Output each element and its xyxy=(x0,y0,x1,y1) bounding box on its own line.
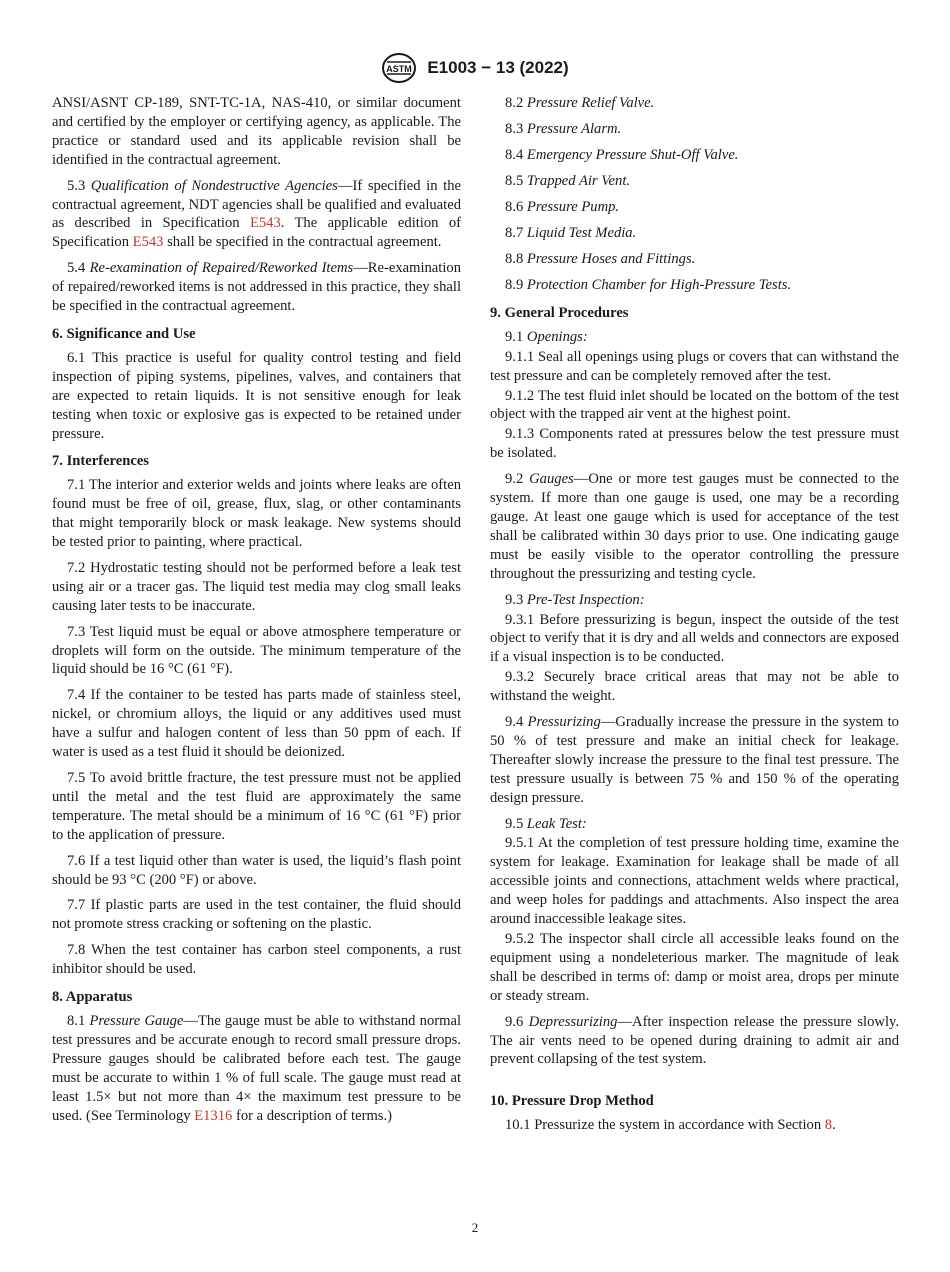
paragraph-7-2: 7.2 Hydrostatic testing should not be performed before a leak test using air or a tracer gas. The liquid test media may clog small leaks causing later tests to be inaccurate. xyxy=(52,559,461,614)
right-column xyxy=(490,94,899,1135)
paragraph-7-1: 7.1 The interior and exterior welds and joints where leaks are often found must be free of oil, grease, flux, slag, or other contaminants that might temporarily block or mask leakage. New systems should be tested prior to painting, where practical. xyxy=(52,477,461,551)
link-e1316[interactable]: E1316 xyxy=(194,1107,233,1124)
paragraph-9-3: 9.3 Pre-Test Inspection: xyxy=(505,591,645,608)
apparatus-list xyxy=(490,94,899,295)
list-item: 8.6 Pressure Pump. xyxy=(505,199,620,215)
list-item: 8.9 Protection Chamber for High-Pressure Tests. xyxy=(505,277,792,293)
paragraph-9-6: 9.6 Depressurizing—After inspection release the pressure slowly. The air vents need to be opened during draining to admit air and prevent collapsing of the test system. xyxy=(490,1013,899,1068)
list-item: 8.5 Trapped Air Vent. xyxy=(505,173,631,189)
list-item: 8.4 Emergency Pressure Shut-Off Valve. xyxy=(505,147,739,163)
paragraph-9-1-3: 9.1.3 Components rated at pressures below the test pressure must be isolated. xyxy=(490,426,899,462)
paragraph-9-2: 9.2 Gauges—One or more test gauges must be connected to the system. If more than one gauge is used, one may be a recording gauge. At least one gauge which is used for acceptance of the test shall be calibrated within 30 days prior to use. One indicating gauge must be easily visible to the operator controlling the pressure throughout the pressurizing and testing cycle. xyxy=(490,471,899,582)
paragraph-5-4: 5.4 Re-examination of Repaired/Reworked Items—Re-examination of repaired/reworked items is not addressed in this practice, they shall be specified in the contractual agreement. xyxy=(52,260,461,315)
paragraph-9-3-1: 9.3.1 Before pressurizing is begun, inspect the outside of the test object to verify that it is dry and all welds and connectors are exposed if a visual inspection is to be conducted. xyxy=(490,611,899,666)
link-e543-2[interactable]: E543 xyxy=(132,234,164,251)
page-number: 2 xyxy=(471,1220,479,1235)
section-9-heading: 9. General Procedures xyxy=(490,304,629,321)
paragraph-5-2-continued: ANSI/ASNT CP-189, SNT-TC-1A, NAS-410, or similar document and certified by the employer or certifying agency, as applicable. The practice or standard used and its applicable revision shall be identified in the contractual agreement. xyxy=(52,95,461,168)
list-item: 8.8 Pressure Hoses and Fittings. xyxy=(505,251,696,267)
paragraph-9-1: 9.1 Openings: xyxy=(505,328,588,345)
link-e543[interactable]: E543 xyxy=(249,215,281,232)
list-item: 8.3 Pressure Alarm. xyxy=(505,121,622,137)
section-8-heading: 8. Apparatus xyxy=(52,989,133,1006)
paragraph-7-8: 7.8 When the test container has carbon steel components, a rust inhibitor should be used. xyxy=(52,942,461,978)
paragraph-7-4: 7.4 If the container to be tested has parts made of stainless steel, nickel, or chromium alloys, the liquid or any additives used must have a sulfur and halogen content of less than 50 ppm of each. If water is used as a test fluid it should be deionized. xyxy=(52,687,461,761)
paragraph-9-5: 9.5 Leak Test: xyxy=(505,815,587,832)
paragraph-9-1-1: 9.1.1 Seal all openings using plugs or covers that can withstand the test pressure and can be completely removed after the test. xyxy=(490,348,899,384)
list-item: 8.7 Liquid Test Media. xyxy=(505,225,637,241)
paragraph-9-1-2: 9.1.2 The test fluid inlet should be located on the bottom of the test object with the trapped air vent at the highest point. xyxy=(490,387,899,423)
paragraph-9-5-2: 9.5.2 The inspector shall circle all accessible leaks found on the equipment using a nondeleterious marker. The magnitude of leak shall be described in terms of: damp or moist area, drops per minute or steady stream. xyxy=(490,931,899,1004)
paragraph-5-3: 5.3 Qualification of Nondestructive Agencies—If specified in the contractual agreement, NDT agencies shall be qualified and evaluated as described in Specification E543. The applicable edition of Specification E543 shall be specified in the contractual agreement. xyxy=(52,177,462,251)
paragraph-7-3: 7.3 Test liquid must be equal or above atmosphere temperature or droplets will form on the outside. The minimum temperature of the liquid should be 16 °C (61 °F). xyxy=(52,623,461,678)
paragraph-10-1: 10.1 Pressurize the system in accordance with Section 8. xyxy=(505,1117,836,1134)
astm-logo-text: ASTM xyxy=(386,64,413,74)
section-7-heading: 7. Interferences xyxy=(52,453,149,470)
left-column xyxy=(52,94,461,1125)
section-6-heading: 6. Significance and Use xyxy=(52,325,196,342)
paragraph-7-6: 7.6 If a test liquid other than water is used, the liquid’s flash point should be 93 °C (200 °F) or above. xyxy=(52,852,461,888)
document-designation: E1003 − 13 (2022) xyxy=(427,58,569,77)
paragraph-9-4: 9.4 Pressurizing—Gradually increase the pressure in the system to 50 % of test pressure and make an initial check for leakage. Thereafter slowly increase the pressure to the final test pressure. The test pressure usually is between 75 % and 150 % of the operating design pressure. xyxy=(490,714,899,806)
paragraph-8-1: 8.1 Pressure Gauge—The gauge must be able to withstand normal test pressures and be accurate enough to record small pressure drops. Pressure gauges should be calibrated before each test. The gauge must be accurate to within 1 % of full scale. The gauge must read at least 1.5× but not more than 4× the maximum test pressure to be used. (See Terminology E1316 for a description of terms.) xyxy=(52,1012,462,1124)
paragraph-6-1: 6.1 This practice is useful for quality control testing and field inspection of piping systems, pipelines, valves, and containers that are expected to retain liquids. It is not sensitive enough for leak testing when toxic or explosive gas is expected to be retained under pressure. xyxy=(52,349,461,442)
paragraph-7-7: 7.7 If plastic parts are used in the test container, the fluid should not promote stress cracking or softening on the plastic. xyxy=(52,897,461,933)
list-item: 8.2 Pressure Relief Valve. xyxy=(505,95,655,111)
astm-logo-icon xyxy=(381,52,417,84)
link-section-8[interactable]: 8 xyxy=(824,1117,833,1134)
page-header xyxy=(0,52,950,84)
section-10-heading: 10. Pressure Drop Method xyxy=(490,1093,654,1110)
paragraph-9-3-2: 9.3.2 Securely brace critical areas that may not be able to withstand the weight. xyxy=(490,669,899,705)
paragraph-7-5: 7.5 To avoid brittle fracture, the test pressure must not be applied until the metal and the test fluid are approximately the same temperature. The metal should be a minimum of 16 °C (61 °F) prior to the application of pressure. xyxy=(52,770,461,843)
paragraph-9-5-1: 9.5.1 At the completion of test pressure holding time, examine the system for leakage. Examination for leakage shall be made of all accessible joints and connections, attachment welds where practical, and weep holes for paddings and attachments. Also inspect the area around inaccessible leakage sites. xyxy=(490,835,899,928)
